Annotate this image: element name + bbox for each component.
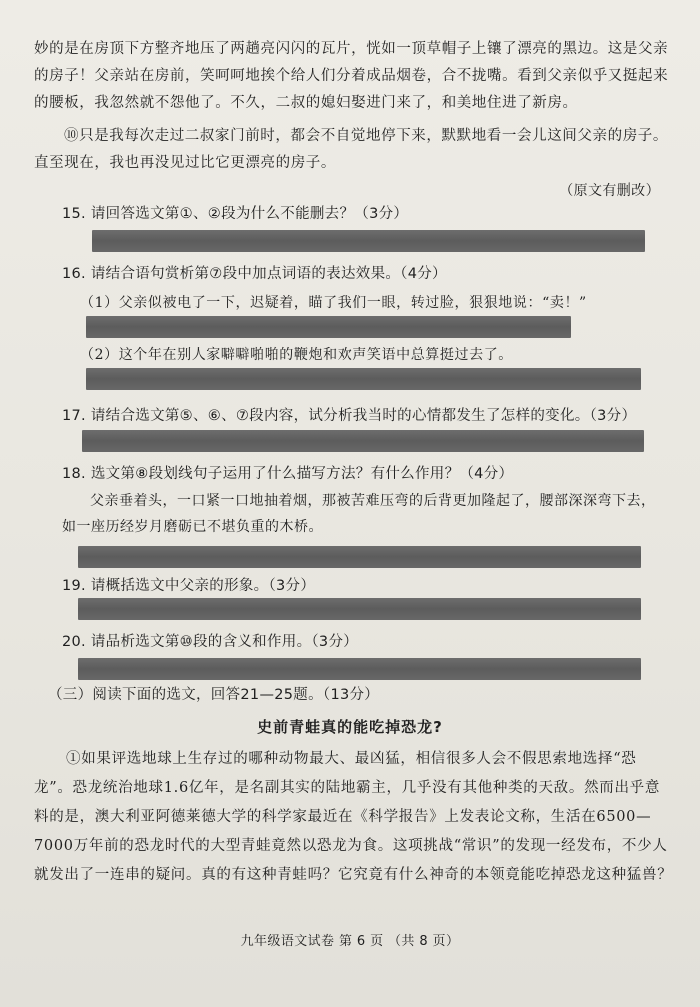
answer-redaction-bar-18 <box>78 546 641 568</box>
answer-redaction-bar-16-1 <box>86 316 571 338</box>
page-footer: 九年级语文试卷 第 6 页 （共 8 页） <box>240 934 460 949</box>
passage-paragraph-1: ①如果评选地球上生存过的哪种动物最大、最凶猛，相信很多人会不假思索地选择“恐龙”。恐龙统治地球1.6亿年，是名副其实的陆地霸主，几乎没有其他种类的天敌。然而出乎意料的是，澳大利亚阿德莱德大学的科学家最近在《科学报告》上发表论文称，生活在6500—7000万年前的恐龙时代的大型青蛙竟然以恐龙为食。这项挑战“常识”的发现一经发布，不少人就发出了一连串的疑问。真的有这种青蛙吗？它究竟有什么神奇的本领竟能吃掉恐龙这种猛兽？ <box>34 751 673 883</box>
section-3-heading: （三）阅读下面的选文，回答21—25题。（13分） <box>48 687 380 703</box>
source-note: （原文有删改） <box>559 183 660 199</box>
passage-body <box>34 745 674 890</box>
answer-redaction-bar-17 <box>82 430 644 452</box>
passage-title: 史前青蛙真的能吃掉恐龙? <box>257 718 443 736</box>
question-18-quote-line-2: 如一座历经岁月磨砺已不堪负重的木桥。 <box>62 519 323 535</box>
question-19: 19. 请概括选文中父亲的形象。（3分） <box>62 578 316 594</box>
question-16: 16. 请结合语句赏析第⑦段中加点词语的表达效果。（4分） <box>62 266 447 282</box>
question-18-quote-line-1: 父亲垂着头，一口紧一口地抽着烟，那被苦难压弯的后背更加隆起了，腰部深深弯下去， <box>90 493 656 509</box>
answer-redaction-bar-19 <box>78 598 641 620</box>
answer-redaction-bar-15 <box>92 230 645 252</box>
question-15: 15. 请回答选文第①、②段为什么不能删去？（3分） <box>62 206 409 222</box>
question-20: 20. 请品析选文第⑩段的含义和作用。（3分） <box>62 634 359 650</box>
question-18-quote <box>62 488 682 540</box>
question-16-item-1: （1）父亲似被电了一下，迟疑着，瞄了我们一眼，转过脸，狠狠地说：“卖！” <box>80 295 587 311</box>
question-18: 18. 选文第⑧段划线句子运用了什么描写方法？有什么作用？（4分） <box>62 466 514 482</box>
story-paragraph-10: ⑩只是我每次走过二叔家门前时，都会不自觉地停下来，默默地看一会儿这间父亲的房子。直至现在，我也再没见过比它更漂亮的房子。 <box>34 128 668 171</box>
question-16-item-2: （2）这个年在别人家噼噼啪啪的鞭炮和欢声笑语中总算挺过去了。 <box>80 347 513 363</box>
answer-redaction-bar-20 <box>78 658 641 680</box>
answer-redaction-bar-16-2 <box>86 368 641 390</box>
story-paragraph-top: 妙的是在房顶下方整齐地压了两趟亮闪闪的瓦片，恍如一顶草帽子上镶了漂亮的黑边。这是父亲的房子！父亲站在房前，笑呵呵地挨个给人们分着成品烟卷，合不拢嘴。看到父亲似乎又挺起来的腰板，我忽然就不怨他了。不久，二叔的媳妇娶进门来了，和美地住进了新房。 <box>34 41 669 111</box>
question-17: 17. 请结合选文第⑤、⑥、⑦段内容，试分析我当时的心情都发生了怎样的变化。（3分） <box>62 408 637 424</box>
